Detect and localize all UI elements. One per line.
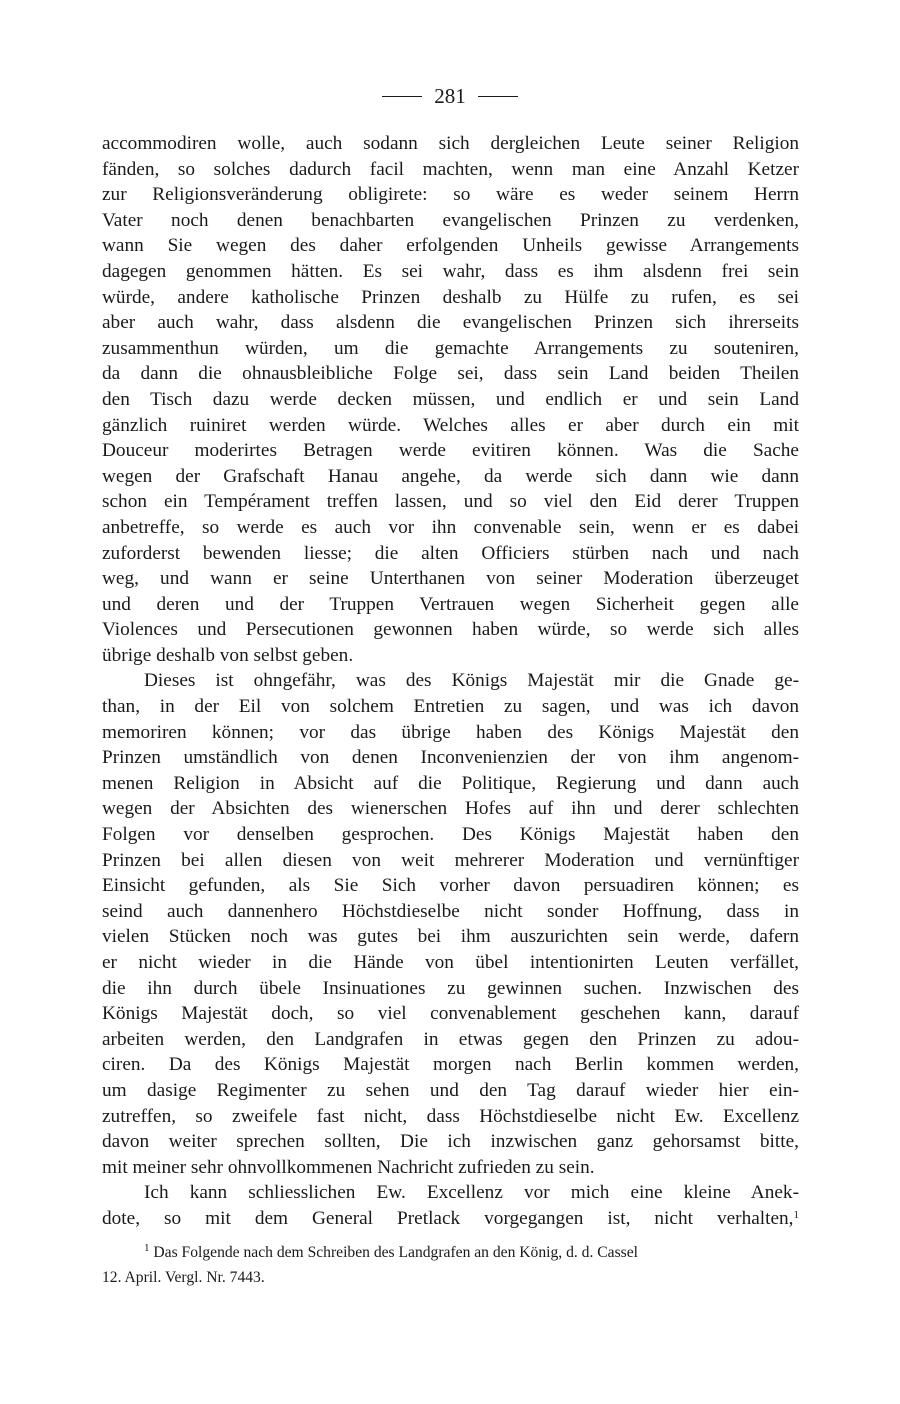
text-line: Einsicht gefunden, als Sie Sich vorher davon persuadiren können; es	[102, 875, 799, 897]
text-line: arbeiten werden, den Landgrafen in etwas gegen den Prinzen zu adou-	[102, 1028, 799, 1050]
text-line: weg, und wann er seine Unterthanen von seiner Moderation überzeuget	[102, 568, 799, 590]
header-dash-left	[382, 96, 422, 97]
text-line: anbetreffe, so werde es auch vor ihn convenable sein, wenn er es dabei	[102, 516, 799, 538]
text-line: schon ein Tempérament treffen lassen, und so viel den Eid derer Truppen	[102, 491, 799, 513]
page-header	[0, 84, 900, 109]
text-line: ciren. Da des Königs Majestät morgen nach Berlin kommen werden,	[102, 1054, 799, 1076]
text-line: gänzlich ruiniret werden würde. Welches alles er aber durch ein mit	[102, 414, 799, 436]
text-line: seind auch dannenhero Höchstdieselbe nicht sonder Hoffnung, dass in	[102, 900, 799, 922]
text-line: aber auch wahr, dass alsdenn die evangelischen Prinzen sich ihrerseits	[102, 312, 799, 334]
text-line: Königs Majestät doch, so viel convenablement geschehen kann, darauf	[102, 1003, 799, 1025]
text-line: wegen der Grafschaft Hanau angehe, da werde sich dann wie dann	[102, 465, 799, 487]
text-line: da dann die ohnausbleibliche Folge sei, dass sein Land beiden Theilen	[102, 363, 799, 385]
text-line: dagegen genommen hätten. Es sei wahr, dass es ihm alsdenn frei sein	[102, 260, 799, 282]
text-line: um dasige Regimenter zu sehen und den Tag darauf wieder hier ein-	[102, 1079, 799, 1101]
header-dash-right	[478, 96, 518, 97]
text-line: Prinzen umständlich von denen Inconvenienzien der von ihm angenom-	[102, 747, 799, 769]
body-text	[102, 131, 799, 1232]
text-line: Violences und Persecutionen gewonnen haben würde, so werde sich alles	[102, 619, 799, 641]
text-line: wann Sie wegen des daher erfolgenden Unheils gewisse Arrangements	[102, 235, 799, 257]
text-line: Ich kann schliesslichen Ew. Excellenz vor mich eine kleine Anek-	[144, 1182, 799, 1204]
text-line: Vater noch denen benachbarten evangelischen Prinzen zu verdenken,	[102, 209, 799, 231]
text-line: memoriren können; vor das übrige haben des Königs Majestät den	[102, 721, 799, 743]
text-line: accommodiren wolle, auch sodann sich dergleichen Leute seiner Religion	[102, 133, 799, 154]
text-line: than, in der Eil von solchem Entretien zu sagen, und was ich davon	[102, 696, 799, 718]
text-line: zuforderst bewenden liesse; die alten Officiers stürben nach und nach	[102, 542, 799, 564]
text-line: Prinzen bei allen diesen von weit mehrerer Moderation und vernünftiger	[102, 849, 799, 871]
footnote	[102, 1240, 799, 1290]
text-line: Dieses ist ohngefähr, was des Königs Majestät mir die Gnade ge-	[144, 670, 799, 692]
page-number: 281	[434, 84, 466, 108]
text-line: vielen Stücken noch was gutes bei ihm auszurichten sein werde, dafern	[102, 926, 799, 948]
text-line: menen Religion in Absicht auf die Politique, Regierung und dann auch	[102, 772, 799, 794]
footnote-marker: 1	[144, 1242, 150, 1254]
text-line: Douceur moderirtes Betragen werde evitiren können. Was die Sache	[102, 440, 799, 462]
text-line: mit meiner sehr ohnvollkommenen Nachricht zufrieden zu sein.	[102, 1156, 595, 1178]
footnote-reference: 1	[793, 1208, 799, 1221]
text-line: und deren und der Truppen Vertrauen wegen Sicherheit gegen alle	[102, 593, 799, 615]
text-line: würde, andere katholische Prinzen deshalb zu Hülfe zu rufen, es sei	[102, 286, 799, 308]
text-line: fänden, so solches dadurch facil machten, wenn man eine Anzahl Ketzer	[102, 158, 799, 180]
text-line: dote, so mit dem General Pretlack vorgegangen ist, nicht verhalten,	[102, 1207, 794, 1229]
footnote-text: Das Folgende nach dem Schreiben des Landgrafen an den König, d. d. Cassel	[153, 1244, 638, 1261]
text-line-with-footnote-ref	[102, 1206, 799, 1232]
text-line: übrige deshalb von selbst geben.	[102, 644, 354, 666]
text-line: den Tisch dazu werde decken müssen, und endlich er und sein Land	[102, 388, 799, 410]
footnote-line: 12. April. Vergl. Nr. 7443.	[102, 1269, 265, 1286]
text-line: zur Religionsveränderung obligirete: so wäre es weder seinem Herrn	[102, 184, 799, 206]
text-line: zutreffen, so zweifele fast nicht, dass Höchstdieselbe nicht Ew. Excellenz	[102, 1105, 799, 1127]
text-line: die ihn durch übele Insinuationes zu gewinnen suchen. Inzwischen des	[102, 977, 799, 999]
text-line: Folgen vor denselben gesprochen. Des Königs Majestät haben den	[102, 824, 799, 846]
text-line: davon weiter sprechen sollten, Die ich inzwischen ganz gehorsamst bitte,	[102, 1131, 799, 1153]
text-line: wegen der Absichten des wienerschen Hofes auf ihn und derer schlechten	[102, 798, 799, 820]
text-line: er nicht wieder in die Hände von übel intentionirten Leuten verfället,	[102, 952, 799, 973]
text-line: zusammenthun würden, um die gemachte Arrangements zu souteniren,	[102, 337, 799, 359]
footnote-line	[102, 1240, 799, 1265]
